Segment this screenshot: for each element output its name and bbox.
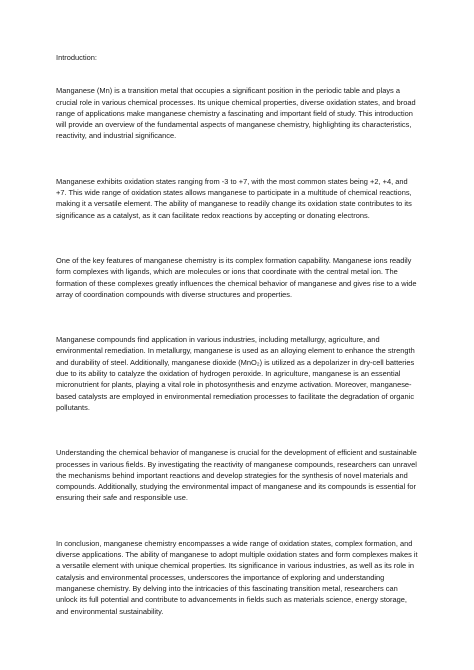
paragraph-complex-formation: One of the key features of manganese chemistry is its complex formation capability. Manganese ions readily form complexes with ligands, which are molecules or ions that coordinate with the central metal ion. The formation of these complexes greatly influences the chemical behavior of manganese and gives rise to a wide array of coordination compounds with diverse structures and properties. <box>56 255 417 299</box>
document-body <box>56 52 418 617</box>
paragraph-chemical-behavior: Understanding the chemical behavior of manganese is crucial for the development of efficient and sustainable processes in various fields. By investigating the reactivity of manganese compounds, researchers can unravel the mechanisms behind important reactions and develop strategies for the synthesis of novel materials and compounds. Additionally, studying the environmental impact of manganese and its compounds is essential for ensuring their safe and responsible use. <box>56 448 417 503</box>
paragraph-conclusion: In conclusion, manganese chemistry encompasses a wide range of oxidation states, complex formation, and diverse applications. The ability of manganese to adopt multiple oxidation states and form complexes makes it a versatile element with unique chemical properties. Its significance in various industries, as well as its role in catalysis and environmental processes, underscores the importance of exploring and understanding manganese chemistry. By delving into the intricacies of this fascinating transition metal, researchers can unlock its full potential and contribute to advancements in fields such as materials science, energy storage, and environmental sustainability. <box>56 538 418 616</box>
paragraph-oxidation-states: Manganese exhibits oxidation states ranging from -3 to +7, with the most common states being +2, +4, and +7. This wide range of oxidation states allows manganese to participate in a multitude of chemical reactions, making it a versatile element. The ability of manganese to readily change its oxidation state contributes to its significance as a catalyst, as it can facilitate redox reactions by accepting or donating electrons. <box>56 176 412 220</box>
paragraph-overview: Manganese (Mn) is a transition metal that occupies a significant position in the periodic table and plays a crucial role in various chemical processes. Its unique chemical properties, diverse oxidation states, and broad range of applications make manganese chemistry a fascinating and important field of study. This introduction will provide an overview of the fundamental aspects of manganese chemistry, highlighting its characteristics, reactivity, and industrial significance. <box>56 86 416 141</box>
introduction-heading: Introduction: <box>56 53 97 62</box>
paragraph-applications: Manganese compounds find application in various industries, including metallurgy, agriculture, and environmental remediation. In metallurgy, manganese is used as an alloying element to enhance the strength and durability of steel. Additionally, manganese dioxide (MnO₂) is utilized as a depolarizer in dry-cell batteries due to its ability to catalyze the oxidation of hydrogen peroxide. In agriculture, manganese is an essential micronutrient for plants, playing a vital role in photosynthesis and enzyme activation. Moreover, manganese-based catalysts are employed in environmental remediation processes to facilitate the degradation of organic pollutants. <box>56 335 415 412</box>
